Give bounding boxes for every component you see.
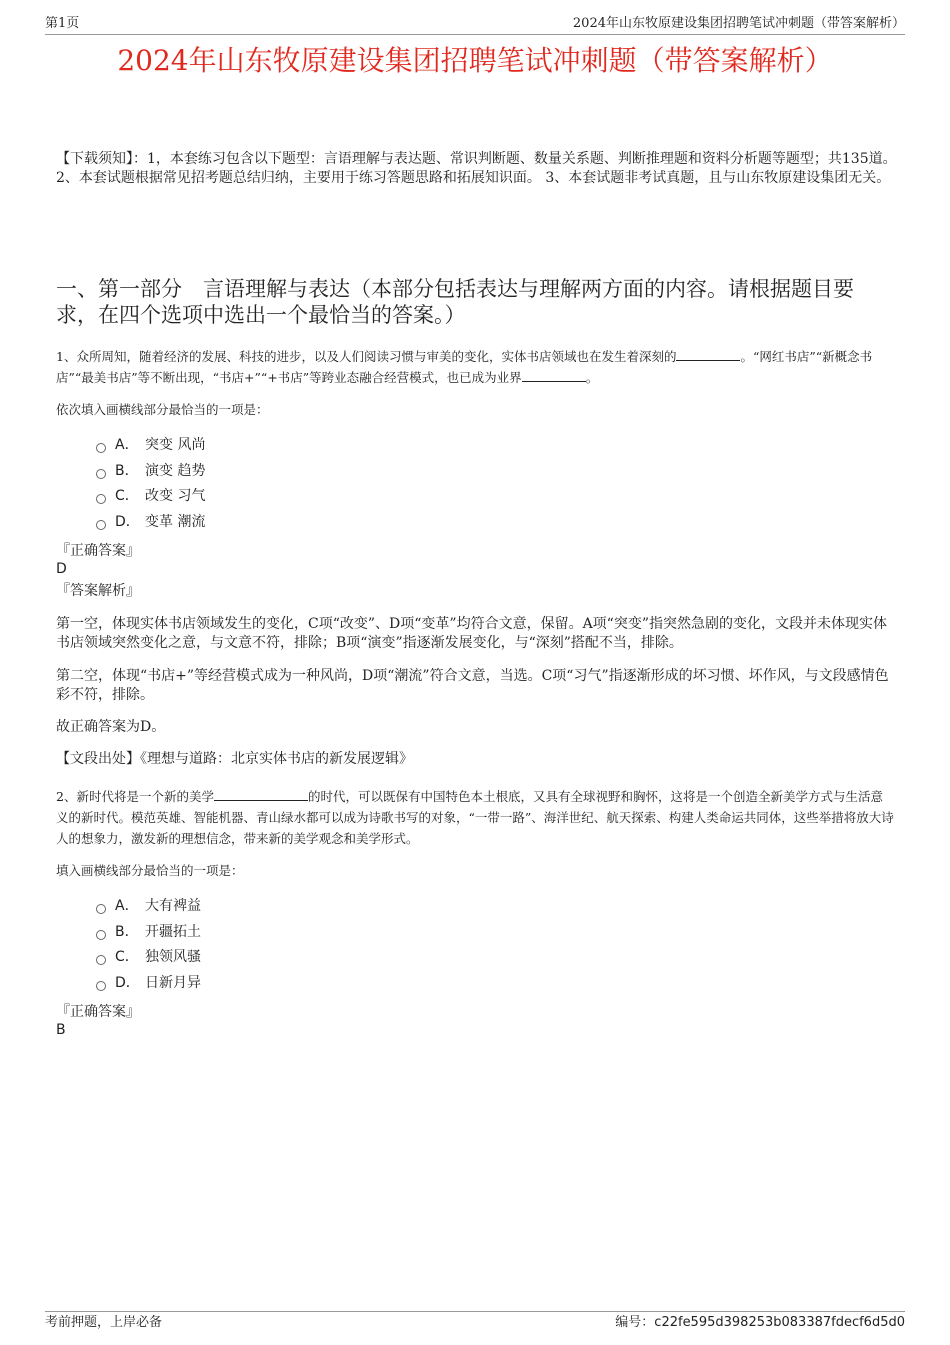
question-2-text-a: 2、新时代将是一个新的美学: [56, 789, 214, 804]
page-number: 第1页: [45, 16, 80, 31]
question-1-option-c[interactable]: C． 改变 习气: [96, 484, 205, 510]
question-2-option-d[interactable]: D． 日新月异: [96, 971, 201, 997]
question-1-text-a: 1、众所周知，随着经济的发展、科技的进步，以及人们阅读习惯与审美的变化，实体书店领域也在发生着深刻的: [56, 349, 677, 364]
question-1-analysis-1: 第一空，体现实体书店领域发生的变化，C项“改变”、D项“变革”均符合文意，保留。A项“突变”指突然急剧的变化，文段并未体现实体书店领域突然变化之意，与文意不符，排除；B项“演变”指逐渐发展变化，与“深刻”搭配不当，排除。: [56, 616, 887, 651]
page-footer: [45, 1311, 905, 1333]
question-1-blank-2: [522, 369, 586, 382]
question-1-analysis-2: 第二空，体现“书店+”等经营模式成为一种风尚，D项“潮流”符合文意，当选。C项“习气”指逐渐形成的坏习惯、坏作风，与文段感情色彩不符，排除。: [56, 668, 889, 703]
question-1-text: [56, 346, 895, 388]
footer-slogan: 考前押题，上岸必备: [45, 1315, 163, 1330]
question-1-option-b[interactable]: B． 演变 趋势: [96, 459, 205, 485]
radio-icon[interactable]: [96, 520, 106, 530]
question-1-analysis-label: 『答案解析』: [56, 583, 140, 599]
radio-icon[interactable]: [96, 930, 106, 940]
question-2-text: [56, 786, 895, 849]
question-1-blank-1: [676, 348, 740, 361]
question-1-answer-label: 『正确答案』: [56, 543, 140, 559]
radio-icon[interactable]: [96, 955, 106, 965]
question-1-text-b: 。“网红书店”“新概念书店”“最美书店”等不断出现，“书店+”“+书店”等跨业态融合经营模式，也已成为业界: [56, 349, 873, 385]
question-1-answer: D: [56, 561, 67, 577]
question-1-source: 【文段出处】《理想与道路：北京实体书店的新发展逻辑》: [56, 751, 413, 767]
question-1-text-c: 。: [585, 370, 599, 385]
question-2-text-b: 的时代，可以既保有中国特色本土根底，又具有全球视野和胸怀，这将是一个创造全新美学方式与生活意义的新时代。模范英雄、智能机器、青山绿水都可以成为诗歌书写的对象，“一带一路”、海洋世纪、航天探索、构建人类命运共同体，这些举措将放大诗人的想象力，激发新的理想信念，带来新的美学观念和美学形式。: [56, 789, 894, 846]
footer-serial: [615, 1313, 905, 1333]
radio-icon[interactable]: [96, 443, 106, 453]
question-1-prompt: 依次填入画横线部分最恰当的一项是：: [56, 402, 269, 417]
question-1-options: [96, 433, 205, 535]
question-2-option-c[interactable]: C． 独领风骚: [96, 945, 201, 971]
section-title: 一、第一部分 言语理解与表达（本部分包括表达与理解两方面的内容。请根据题目要求，在四个选项中选出一个最恰当的答案。）: [56, 277, 854, 327]
radio-icon[interactable]: [96, 904, 106, 914]
question-1-option-a[interactable]: A． 突变 风尚: [96, 433, 205, 459]
document-title: 2024年山东牧原建设集团招聘笔试冲刺题（带答案解析）: [117, 44, 833, 77]
radio-icon[interactable]: [96, 494, 106, 504]
radio-icon[interactable]: [96, 981, 106, 991]
download-notice: 【下载须知】：1，本套练习包含以下题型：言语理解与表达题、常识判断题、数量关系题、判断推理题和资料分析题等题型；共135道。 2、本套试题根据常见招考题总结归纳，主要用于练习答题思路和拓展知识面。 3、本套试题非考试真题，且与山东牧原建设集团无关。: [56, 151, 897, 186]
question-2-option-b[interactable]: B． 开疆拓土: [96, 920, 201, 946]
question-1-analysis-3: 故正确答案为D。: [56, 719, 166, 735]
question-2-option-a[interactable]: A． 大有裨益: [96, 894, 201, 920]
page-header: [45, 14, 905, 35]
footer-serial-value: c22fe595d398253b083387fdecf6d5d0: [654, 1315, 905, 1330]
question-2-prompt: 填入画横线部分最恰当的一项是：: [56, 863, 244, 878]
question-2-answer-label: 『正确答案』: [56, 1004, 140, 1020]
question-2-answer: B: [56, 1022, 66, 1038]
question-1-option-d[interactable]: D． 变革 潮流: [96, 510, 205, 536]
question-2-blank-1: [214, 788, 308, 801]
radio-icon[interactable]: [96, 469, 106, 479]
header-doc-title: 2024年山东牧原建设集团招聘笔试冲刺题（带答案解析）: [572, 16, 905, 31]
footer-serial-label: 编号：: [615, 1315, 655, 1330]
question-2-options: [96, 894, 201, 996]
